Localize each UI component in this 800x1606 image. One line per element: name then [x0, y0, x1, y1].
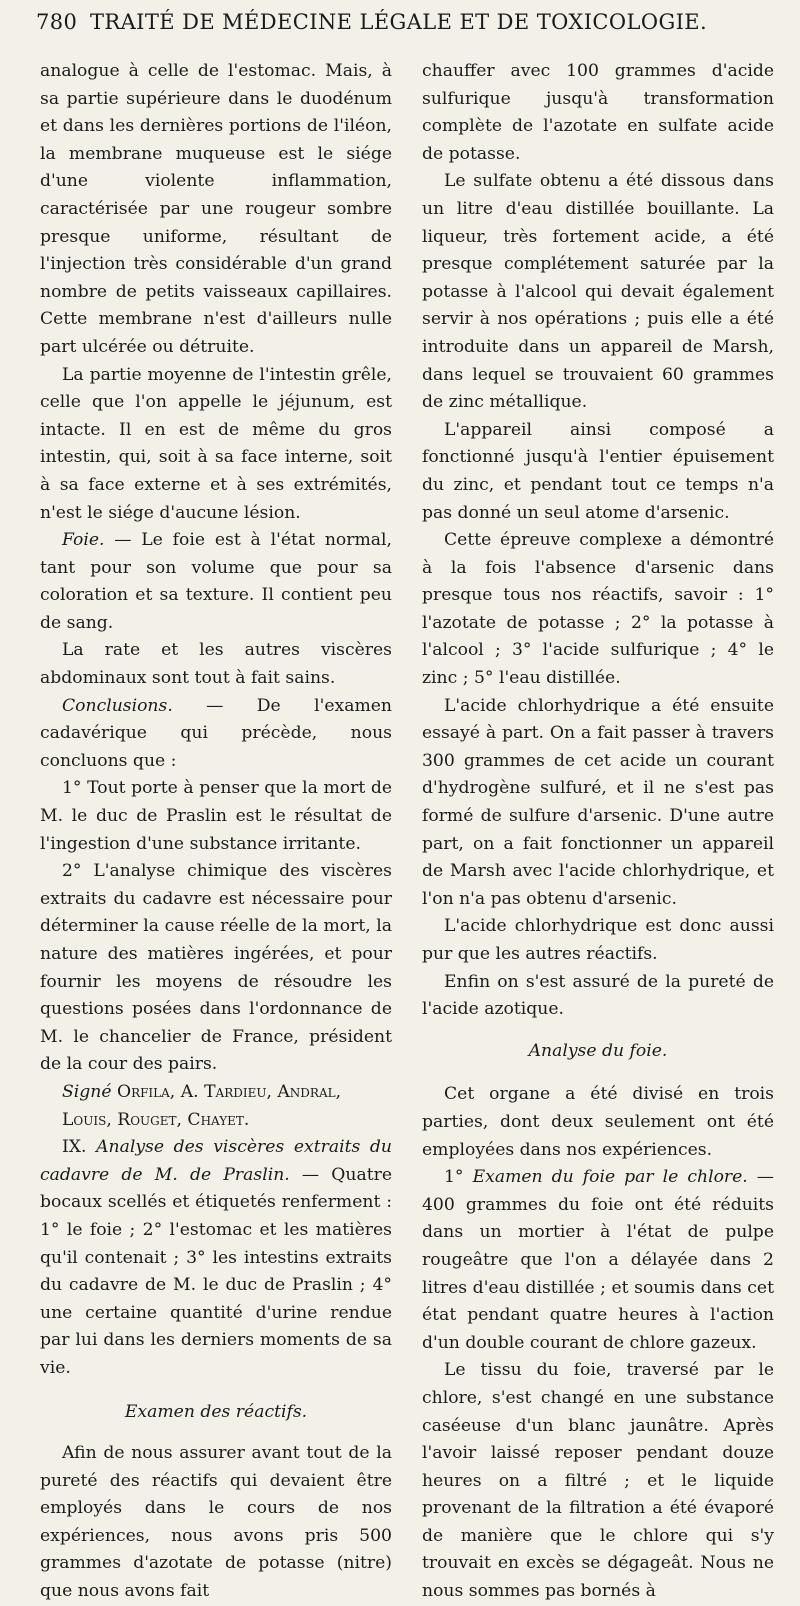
paragraph: Le tissu du foie, traversé par le chlore, s'est changé en une substance caséeuse d'un blanc jaunâtre. Après l'avoir laissé reposer pendant douze heures on a filtré ; et le liquide provenant de la filtration a été évaporé de manière que le chlore qui s'y trouvait en excès se dégageât. Nous ne nous sommes pas bornés à	[422, 1360, 774, 1602]
paragraph: L'acide chlorhydrique est donc aussi pur que les autres réactifs.	[422, 916, 774, 964]
paragraph: Cette épreuve complexe a démontré à la fois l'absence d'arsenic dans presque tous nos réactifs, savoir : 1° l'azotate de potasse ; 2° la potasse à l'alcool ; 3° l'acide sulfurique ; 4° le zinc ; 5° l'eau distillée.	[422, 530, 774, 689]
paragraph: L'appareil ainsi composé a fonctionné jusqu'à l'entier épuisement du zinc, et pendant tout ce temps n'a pas donné un seul atome d'arsenic.	[422, 419, 774, 523]
paragraph: Le sulfate obtenu a été dissous dans un litre d'eau distillée bouillante. La liqueur, très fortement acide, a été presque complétement saturée par la potasse à l'alcool qui devait également servir à nos opérations ; puis elle a été introduite dans un appareil de Marsh, dans lequel se trouvaient 60 grammes de zinc métallique.	[422, 171, 774, 413]
right-column	[422, 58, 774, 1606]
signature-line: Signé Orfila, A. Tardieu, Andral,	[62, 1081, 342, 1102]
paragraph: 1° Examen du foie par le chlore. — 400 grammes du foie ont été réduits dans un mortier à l'état de pulpe rougeâtre que l'on a délayée dans 2 litres d'eau distillée ; et soumis dans cet état pendant quatre heures à l'action d'un double courant de chlore gazeux.	[422, 1167, 774, 1353]
paragraph: La partie moyenne de l'intestin grêle, celle que l'on appelle le jéjunum, est intacte. Il en est de même du gros intestin, qui, soit à sa face interne, soit à sa face externe et à ses extrémités, n'est le siége d'aucune lésion.	[40, 364, 392, 523]
running-header	[36, 10, 764, 50]
paragraph: 1° Tout porte à penser que la mort de M. le duc de Praslin est le résultat de l'ingestion d'une substance irritante.	[40, 778, 392, 854]
section-heading: Examen des réactifs.	[124, 1401, 308, 1422]
page-number: 780	[36, 10, 78, 34]
section-heading: Analyse du foie.	[528, 1040, 668, 1061]
paragraph: Afin de nous assurer avant tout de la pureté des réactifs qui devaient être employés dans le cours de nos expériences, nous avons pris 500 grammes d'azotate de potasse (nitre) que nous avons fait	[40, 1443, 392, 1602]
paragraph: L'acide chlorhydrique a été ensuite essayé à part. On a fait passer à travers 300 grammes de cet acide un courant d'hydrogène sulfuré, et il ne s'est pas formé de sulfure d'arsenic. D'une autre part, on a fait fonctionner un appareil de Marsh avec l'acide chlorhydrique, et l'on n'a pas obtenu d'arsenic.	[422, 695, 774, 909]
section-label: Conclusions.	[62, 695, 173, 716]
running-title: TRAITÉ DE MÉDECINE LÉGALE ET DE TOXICOLOGIE.	[90, 10, 708, 34]
section-label: Foie.	[62, 530, 105, 551]
paragraph: Foie. — Le foie est à l'état normal, tant pour son volume que pour sa coloration et sa texture. Il contient peu de sang.	[40, 530, 392, 633]
paragraph: 2° L'analyse chimique des viscères extraits du cadavre est nécessaire pour déterminer la cause réelle de la mort, la nature des matières ingérées, et pour fournir les moyens de résoudre les questions posées dans l'ordonnance de M. le chancelier de France, président de la cour des pairs.	[40, 861, 392, 1075]
section-title: Examen du foie par le chlore.	[472, 1167, 748, 1188]
left-column	[40, 58, 392, 1606]
paragraph: analogue à celle de l'estomac. Mais, à sa partie supérieure dans le duodénum et dans les dernières portions de l'iléon, la membrane muqueuse est le siége d'une violente inflammation, caractérisée par une rougeur sombre presque uniforme, résultant de l'injection très considérable d'un grand nombre de petits vaisseaux capillaires. Cette membrane n'est d'ailleurs nulle part ulcérée ou détruite.	[40, 61, 392, 357]
paragraph: Conclusions. — De l'examen cadavérique qui précède, nous concluons que :	[40, 695, 392, 771]
paragraph: La rate et les autres viscères abdominaux sont tout à fait sains.	[40, 640, 392, 689]
signature-line: Louis, Rouget, Chayet.	[62, 1109, 250, 1130]
paragraph: Enfin on s'est assuré de la pureté de l'acide azotique.	[422, 971, 774, 1020]
paragraph: IX. Analyse des viscères extraits du cadavre de M. de Praslin. — Quatre bocaux scellés et étiquetés renferment : 1° le foie ; 2° l'estomac et les matières qu'il contenait ; 3° les intestins extraits du cadavre de M. le duc de Praslin ; 4° une certaine quantité d'urine rendue par lui dans les derniers moments de sa vie.	[40, 1137, 392, 1378]
paragraph: chauffer avec 100 grammes d'acide sulfurique jusqu'à transformation complète de l'azotate en sulfate acide de potasse.	[422, 61, 774, 164]
paragraph: Cet organe a été divisé en trois parties, dont deux seulement ont été employées dans nos expériences.	[422, 1084, 774, 1160]
section-title: Analyse des viscères extraits du cadavre de M. de Praslin.	[40, 1137, 392, 1185]
